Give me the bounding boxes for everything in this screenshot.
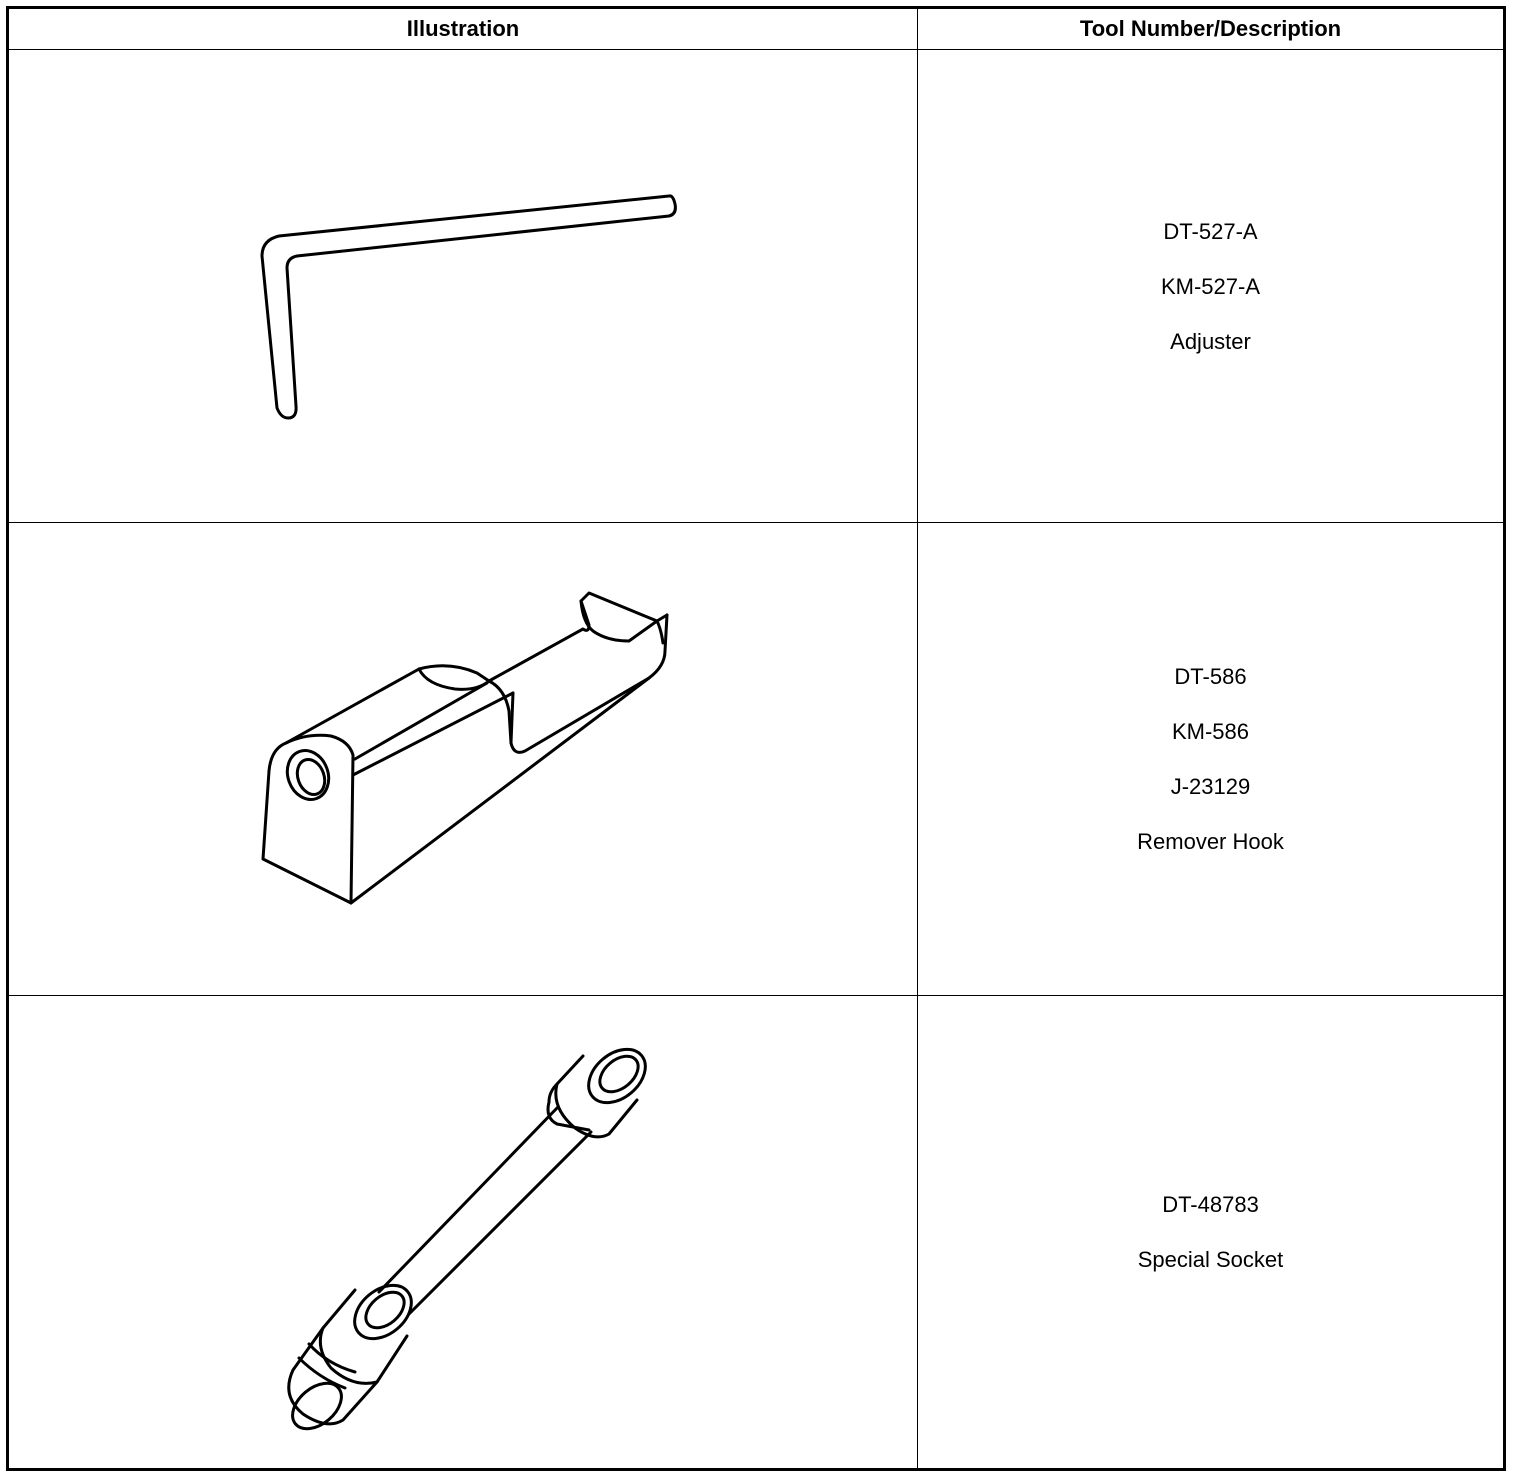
tool-description: Adjuster [1170,328,1251,354]
illustration-cell [8,996,918,1470]
tool-description-header: Tool Number/Description [918,8,1505,50]
tool-number: DT-48783 [1162,1192,1259,1217]
tool-description-cell [918,50,1505,523]
table-row [8,996,1505,1470]
tool-description: Remover Hook [1137,829,1284,854]
tool-description-cell [918,523,1505,996]
tool-description: Special Socket [1137,1247,1284,1272]
illustration-header: Illustration [8,8,918,50]
table-row [8,523,1505,996]
table-header-row [8,8,1505,50]
table-row [8,50,1505,523]
special-tools-table [6,6,1506,1471]
l-shaped-adjuster-icon [9,50,919,522]
tool-number: DT-527-A [1163,218,1258,244]
tool-number: KM-527-A [1160,273,1261,299]
tool-number: J-23129 [1170,774,1251,799]
illustration-cell [8,523,918,996]
special-socket-icon [9,996,919,1468]
remover-hook-icon [9,523,919,995]
tool-number: DT-586 [1174,664,1247,689]
tool-description-cell [918,996,1505,1470]
tool-number: KM-586 [1171,719,1250,744]
illustration-cell [8,50,918,523]
